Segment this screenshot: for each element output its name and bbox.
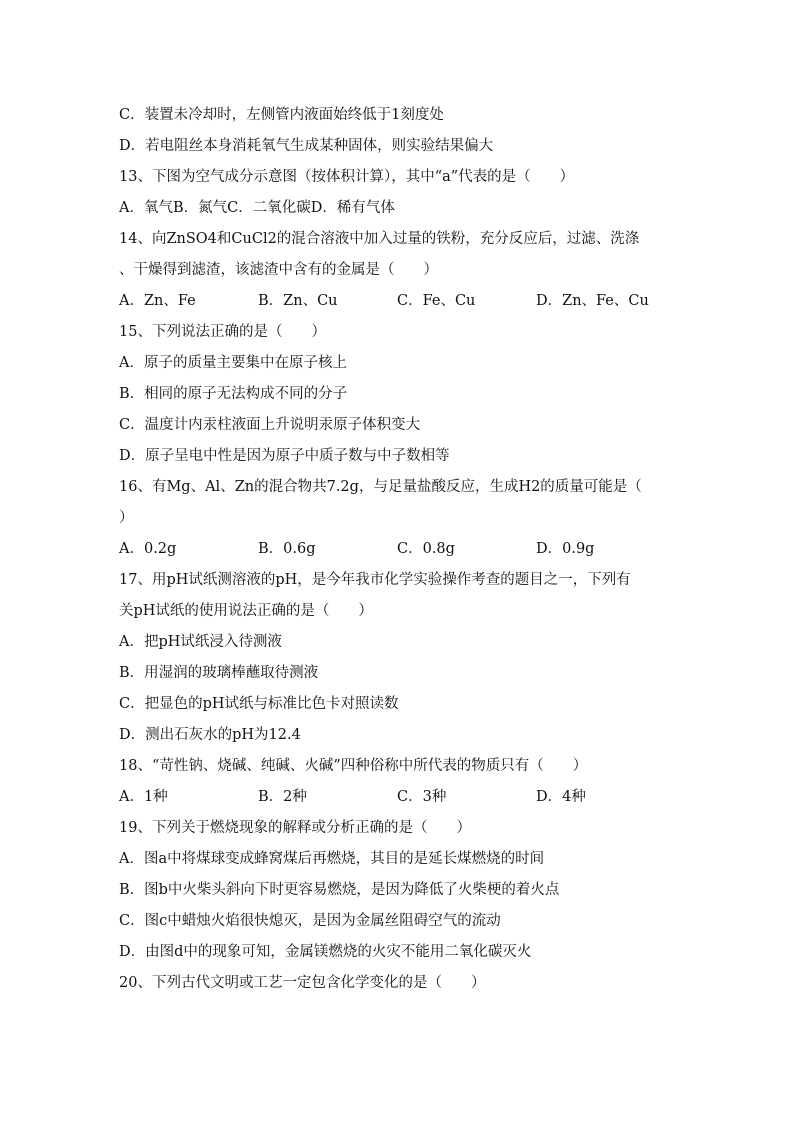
option-b: B．2种 [258, 789, 307, 805]
option-a: A．1种 [119, 789, 168, 805]
question-17: 17、用pH试纸测溶液的pH，是今年我市化学实验操作考查的题目之一，下列有 [119, 572, 631, 588]
option-a: A．原子的质量主要集中在原子核上 [119, 355, 347, 371]
question-20: 20、下列古代文明或工艺一定包含化学变化的是（ ） [119, 975, 486, 991]
option-d: D．由图d中的现象可知，金属镁燃烧的火灾不能用二氧化碳灭火 [119, 944, 532, 960]
option-c: C．图c中蜡烛火焰很快熄灭，是因为金属丝阻碍空气的流动 [119, 913, 501, 929]
option-a: A．Zn、Fe [119, 293, 196, 309]
question-18: 18、“苛性钠、烧碱、纯碱、火碱”四种俗称中所代表的物质只有（ ） [119, 758, 588, 774]
text-line: D．若电阻丝本身消耗氧气生成某种固体，则实验结果偏大 [119, 138, 494, 154]
exam-page [119, 100, 679, 999]
option-c: C．0.8g [397, 541, 455, 557]
option-c: C．3种 [397, 789, 447, 805]
q18-options [119, 782, 679, 813]
option-c: C．Fe、Cu [397, 293, 476, 309]
option-b: B．Zn、Cu [258, 293, 338, 309]
option-b: B．相同的原子无法构成不同的分子 [119, 386, 348, 402]
option-d: D．测出石灰水的pH为12.4 [119, 727, 301, 743]
question-14: 14、向ZnSO4和CuCl2的混合溶液中加入过量的铁粉，充分反应后，过滤、洗涤 [119, 231, 640, 247]
q16-options [119, 534, 679, 565]
question-13: 13、下图为空气成分示意图（按体积计算），其中“a”代表的是（ ） [119, 169, 575, 185]
option-c: C．温度计内汞柱液面上升说明汞原子体积变大 [119, 417, 421, 433]
question-14-cont: 、干燥得到滤渣，该滤渣中含有的金属是（ ） [119, 262, 438, 278]
option-a: A．图a中将煤球变成蜂窝煤后再燃烧，其目的是延长煤燃烧的时间 [119, 851, 545, 867]
question-15: 15、下列说法正确的是（ ） [119, 324, 326, 340]
option-d: D．0.9g [536, 541, 595, 557]
question-19: 19、下列关于燃烧现象的解释或分析正确的是（ ） [119, 820, 471, 836]
option-a: A．0.2g [119, 541, 177, 557]
option-a: A．把pH试纸浸入待测液 [119, 634, 282, 650]
option-b: B．0.6g [258, 541, 316, 557]
q13-options: A．氧气B．氮气C．二氧化碳D．稀有气体 [119, 200, 395, 216]
question-16: 16、有Mg、Al、Zn的混合物共7.2g，与足量盐酸反应，生成H2的质量可能是（ [119, 479, 642, 495]
option-c: C．把显色的pH试纸与标准比色卡对照读数 [119, 696, 399, 712]
text-line: C．装置未冷却时，左侧管内液面始终低于1刻度处 [119, 107, 444, 123]
option-d: D．Zn、Fe、Cu [536, 293, 649, 309]
option-b: B．图b中火柴头斜向下时更容易燃烧，是因为降低了火柴梗的着火点 [119, 882, 560, 898]
question-16-cont: ） [119, 510, 134, 526]
question-17-cont: 关pH试纸的使用说法正确的是（ ） [119, 603, 373, 619]
q14-options [119, 286, 679, 317]
option-d: D．4种 [536, 789, 586, 805]
option-d: D．原子呈电中性是因为原子中质子数与中子数相等 [119, 448, 450, 464]
option-b: B．用湿润的玻璃棒蘸取待测液 [119, 665, 319, 681]
